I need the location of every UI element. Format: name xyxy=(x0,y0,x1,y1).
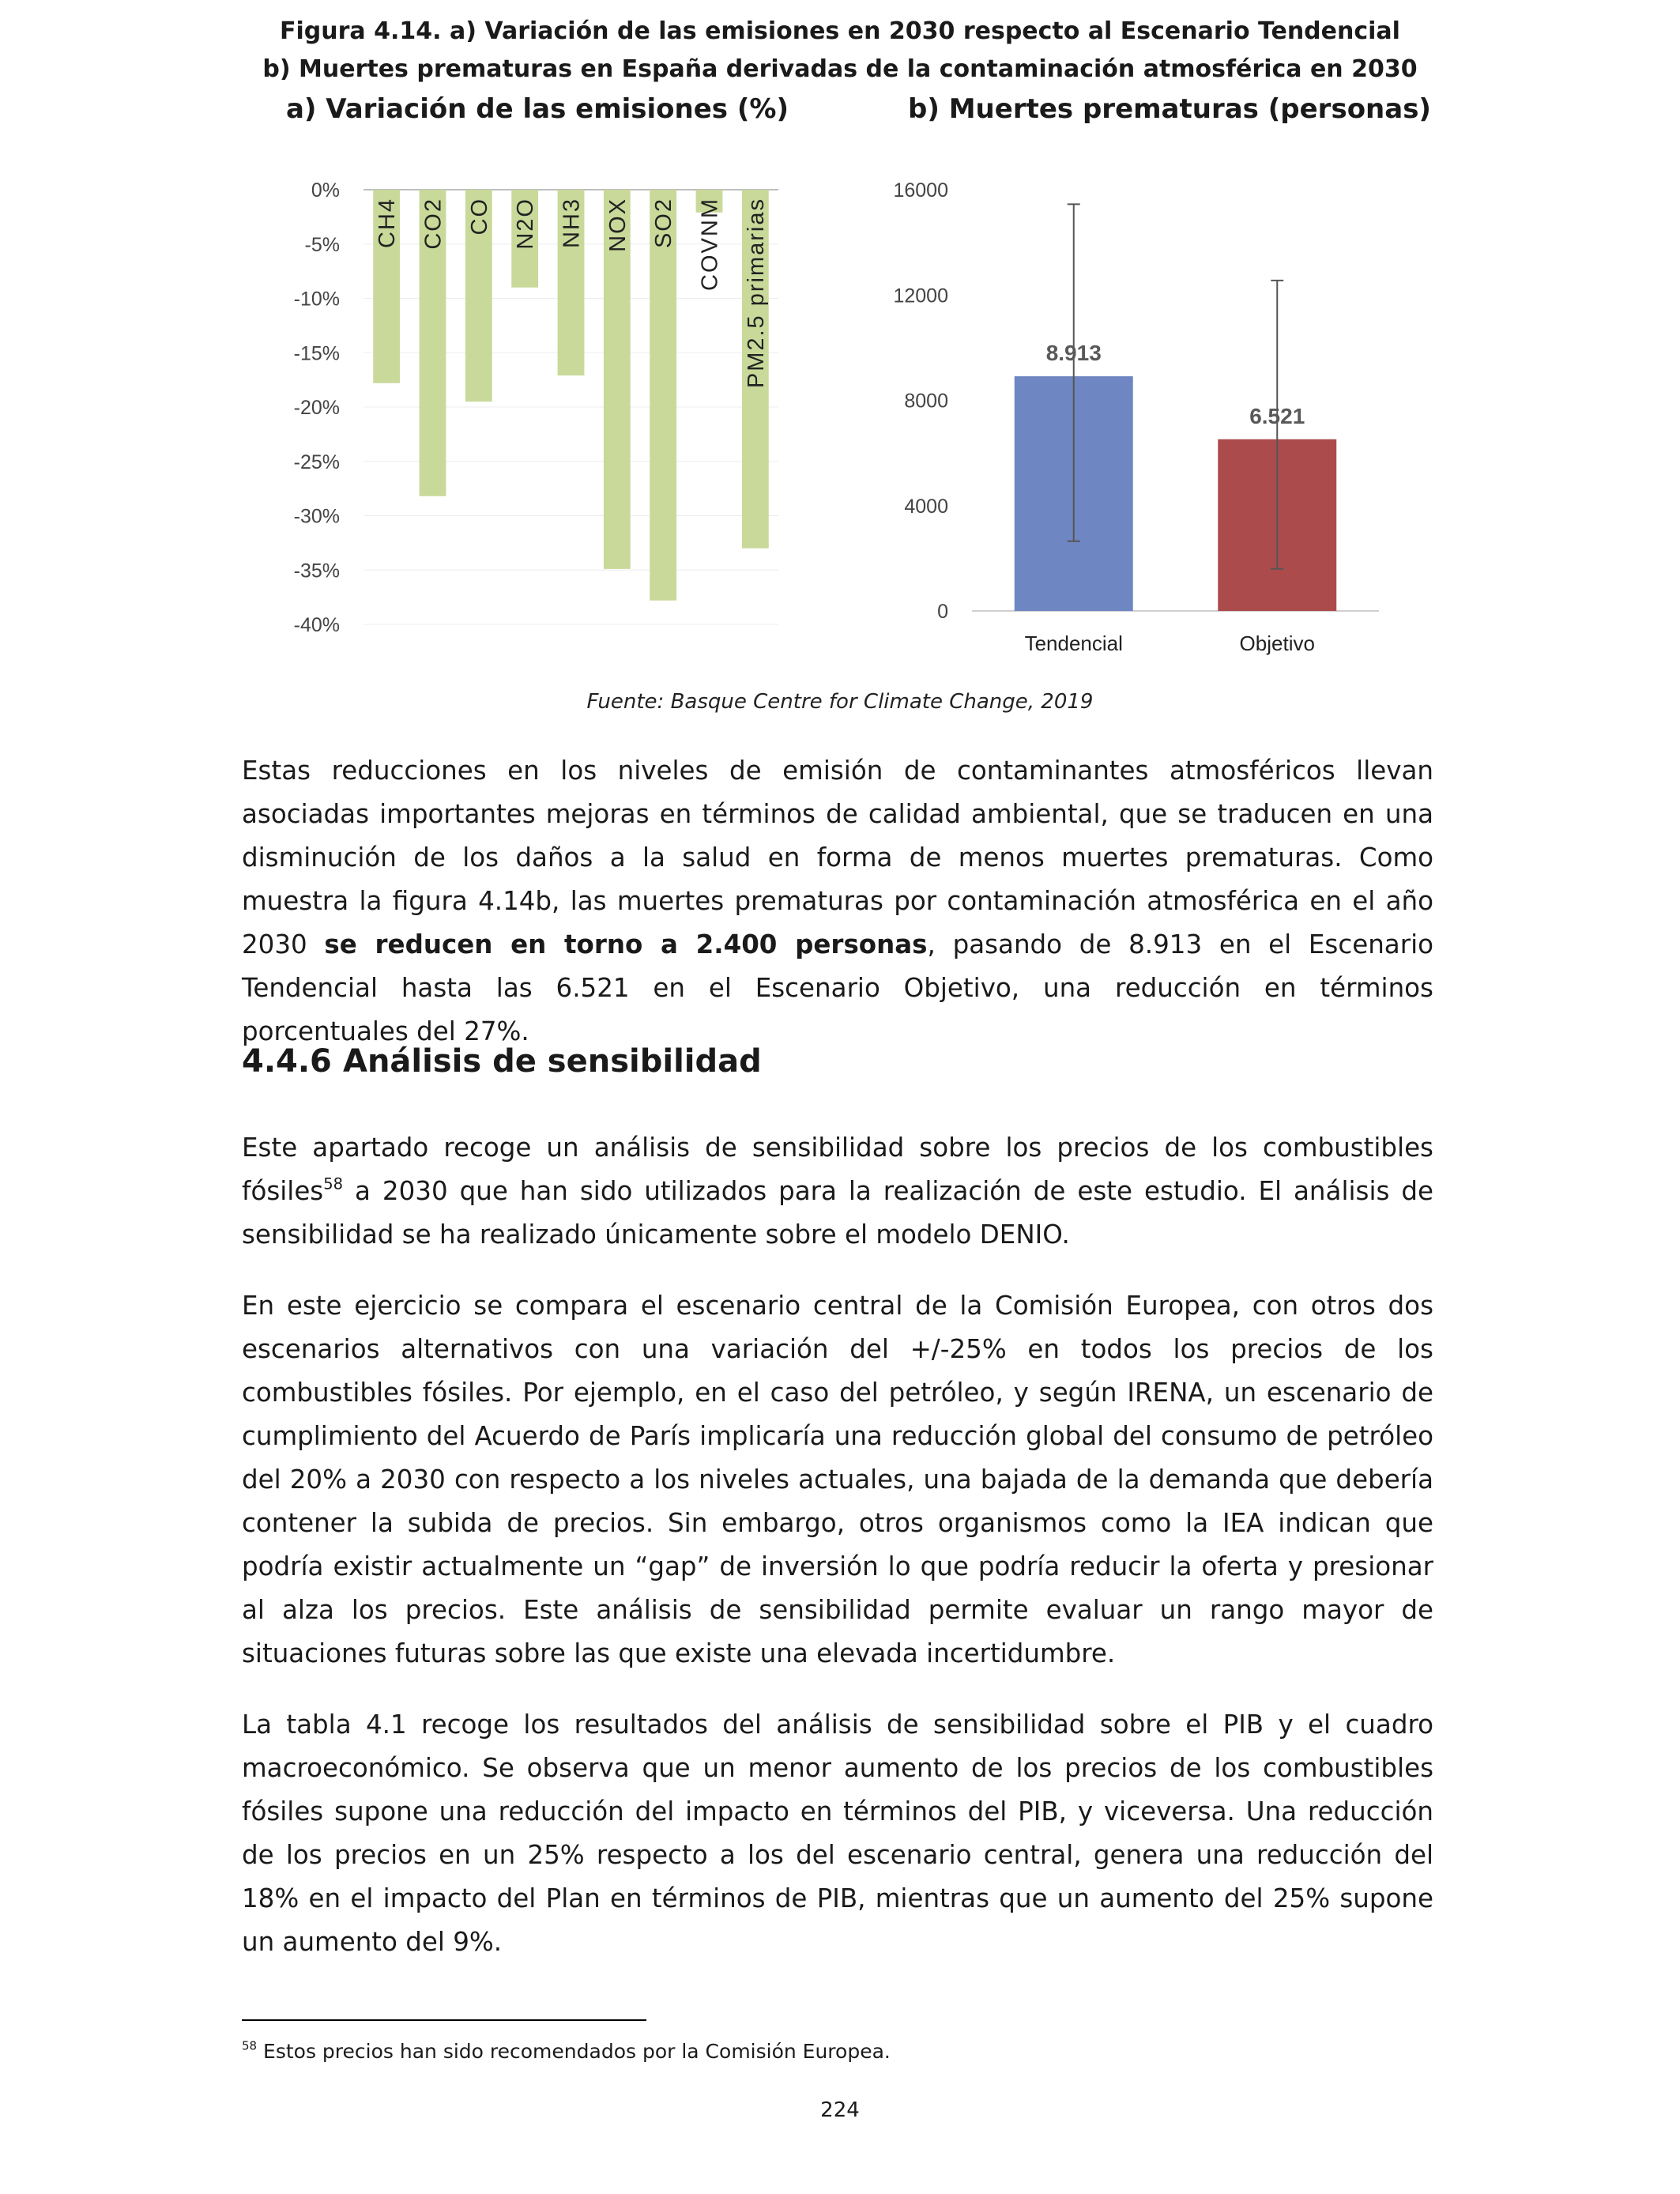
y-tick-label: 8000 xyxy=(904,390,948,413)
footnote-separator xyxy=(242,2019,646,2021)
bar-so2 xyxy=(650,190,676,601)
category-label: COVNM xyxy=(697,198,723,291)
category-label: Objetivo xyxy=(1239,631,1315,655)
chart-a-title: a) Variación de las emisiones (%) xyxy=(285,93,789,125)
paragraph-4: La tabla 4.1 recoge los resultados del análisis de sensibilidad sobre el PIB y el cuadro macroeconómico. Se observa que un menor aumento de los precios de los combustibles fósiles supone una reducción del impacto en términos del PIB, y viceversa. Una reducción de los precios en un 25% respecto a los del escenario central, genera una reducción del 18% en el impacto del Plan en términos de PIB, mientras que un aumento del 25% supone un aumento del 9%. xyxy=(242,1710,1433,1957)
y-tick-label: -15% xyxy=(293,342,340,365)
category-label: PM2.5 primarias xyxy=(743,198,769,389)
y-tick-label: 0 xyxy=(937,601,948,623)
paragraph-2-text-b: a 2030 que han sido utilizados para la realización de este estudio. El análisis de sensibilidad se ha realizado únicamente sobre el modelo DENIO. xyxy=(242,1176,1433,1250)
paragraph-3: En este ejercicio se compara el escenario central de la Comisión Europea, con otros dos escenarios alternativos con una variación del +/-25% en todos los precios de los combustibles fósiles. Por ejemplo, en el caso del petróleo, y según IRENA, un escenario de cumplimiento del Acuerdo de París implicaría una reducción global del consumo de petróleo del 20% a 2030 con respecto a los niveles actuales, una bajada de la demanda que debería contener la subida de precios. Sin embargo, otros organismos como la IEA indican que podría existir actualmente un “gap” de inversión lo que podría reducir la oferta y presionar al alza los precios. Este análisis de sensibilidad permite evaluar un rango mayor de situaciones futuras sobre las que existe una elevada incertidumbre. xyxy=(242,1291,1433,1668)
footnote-number: 58 xyxy=(242,2038,258,2053)
figure-source: Fuente: Basque Centre for Climate Change, 2019 xyxy=(586,690,1094,714)
category-label: N2O xyxy=(513,198,539,250)
y-tick-label: -35% xyxy=(293,560,340,582)
paragraph-2 xyxy=(242,1126,1433,1257)
section-title: Análisis de sensibilidad xyxy=(343,1043,762,1080)
category-label: SO2 xyxy=(651,198,677,249)
paragraph-1-bold: se reducen en torno a 2.400 personas xyxy=(324,929,928,959)
category-label: NOX xyxy=(605,198,631,252)
footnote xyxy=(242,2040,891,2063)
category-label: CO2 xyxy=(420,198,446,250)
y-tick-label: 4000 xyxy=(904,495,948,518)
y-tick-label: -10% xyxy=(293,288,340,311)
paragraph-1-text-a: Estas reducciones en los niveles de emisión de contaminantes atmosféricos llevan asociadas importantes mejoras en términos de calidad ambiental, que se traducen en una disminución de los daños a la salud en forma de menos muertes prematuras. Como muestra la figura 4.14b, las muertes prematuras por contaminación atmosférica en el año 2030 xyxy=(242,756,1433,959)
section-heading xyxy=(242,1043,762,1080)
y-tick-label: -5% xyxy=(304,233,340,256)
data-label: 6.521 xyxy=(1249,403,1305,428)
y-tick-label: -40% xyxy=(293,614,340,636)
section-number: 4.4.6 xyxy=(242,1043,332,1080)
premature-deaths-bar-chart xyxy=(861,166,1414,672)
data-label: 8.913 xyxy=(1045,341,1102,366)
page-number: 224 xyxy=(820,2098,860,2122)
emissions-bar-chart xyxy=(261,166,814,656)
y-tick-label: 0% xyxy=(311,179,340,202)
figure-title-line-2: b) Muertes prematuras en España derivadas de la contaminación atmosférica en 2030 xyxy=(262,55,1418,83)
paragraph-1 xyxy=(242,749,1433,1054)
y-tick-label: 16000 xyxy=(893,179,948,202)
y-tick-label: -25% xyxy=(293,450,340,473)
category-label: CO xyxy=(466,198,492,236)
category-label: Tendencial xyxy=(1024,631,1123,655)
chart-b-title: b) Muertes prematuras (personas) xyxy=(908,93,1431,125)
paragraph-2-text-a: Este apartado recoge un análisis de sensibilidad sobre los precios de los combustibles fósiles xyxy=(242,1133,1433,1206)
category-label: NH3 xyxy=(559,198,585,249)
footnote-text: Estos precios han sido recomendados por la Comisión Europea. xyxy=(257,2040,891,2063)
y-tick-label: -20% xyxy=(293,397,340,419)
y-tick-label: 12000 xyxy=(893,285,948,307)
footnote-reference: 58 xyxy=(323,1174,344,1193)
category-label: CH4 xyxy=(375,198,401,249)
paragraph-1-text-b: , pasando de 8.913 en el Escenario Tendencial hasta las 6.521 en el Escenario Objetivo, una reducción en términos porcentuales del 27%. xyxy=(242,929,1433,1046)
y-tick-label: -30% xyxy=(293,505,340,528)
figure-title-line-1: Figura 4.14. a) Variación de las emisiones en 2030 respecto al Escenario Tendencial xyxy=(280,17,1400,45)
